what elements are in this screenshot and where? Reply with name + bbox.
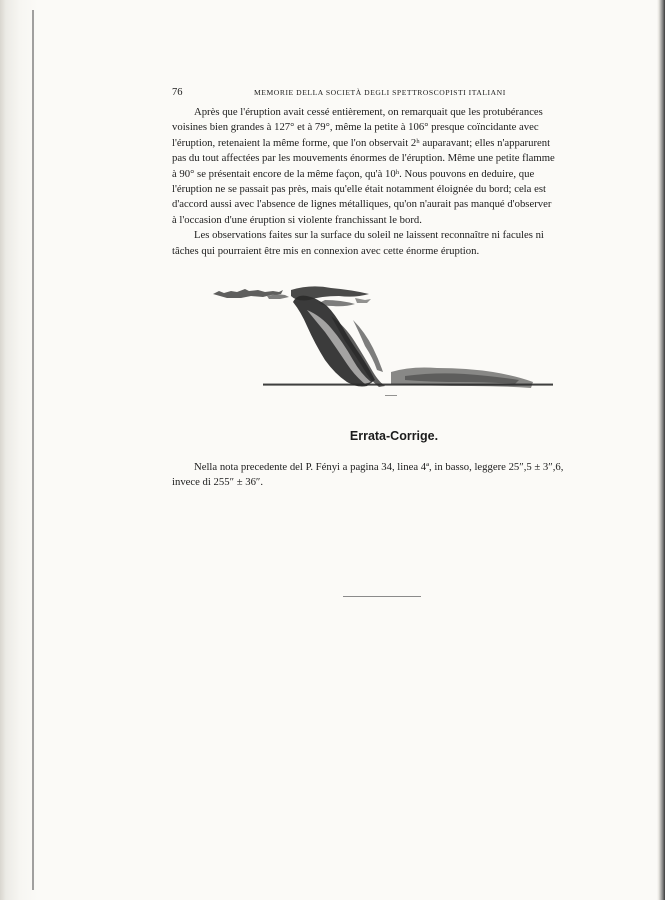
text-line-content: Après que l'éruption avait cessé entièrement, on remarquait que les protubérances (194, 106, 543, 118)
text-line (172, 228, 616, 243)
errata-line-content: invece di 255″ ± 36″. (172, 476, 264, 489)
errata-line (172, 475, 616, 490)
text-line (172, 182, 616, 197)
text-line (172, 197, 616, 212)
eruption-sketch (213, 286, 553, 396)
errata-text (172, 460, 616, 491)
text-line-content: à 90° se présentait encore de la même façon, qu'à 10ʰ. Nous pouvons en deduire, que (172, 167, 535, 180)
page-edge-right (657, 0, 665, 900)
page-number: 76 (172, 87, 183, 98)
errata-line-content: Nella nota precedente del P. Fényi a pagina 34, linea 4ª, in basso, leggere 25″,5 ± 3″,6, (194, 461, 564, 473)
text-line-content: d'accord aussi avec l'absence de lignes métalliques, qu'on n'aurait pas manqué d'observer (172, 198, 552, 211)
text-line (172, 120, 616, 135)
end-rule (343, 596, 421, 597)
errata-line (172, 460, 616, 475)
text-line-content: à l'occasion d'une éruption si violente franchissant le bord. (172, 213, 422, 226)
text-line-content: l'éruption, retenaient la même forme, que l'on observait 2ʰ auparavant; elles n'apparurent (172, 136, 551, 149)
text-line-content: tâches qui pourraient être mis en connexion avec cette énorme éruption. (172, 244, 480, 257)
text-line (172, 105, 616, 120)
text-line-content: pas du tout affectées par les mouvements énormes de l'éruption. Même une petite flamme (172, 152, 555, 165)
body-text (172, 105, 616, 259)
text-line (172, 151, 616, 166)
text-line (172, 244, 616, 259)
text-line-content: Les observations faites sur la surface du soleil ne laissent reconnaître ni facules ni (194, 229, 544, 242)
text-line (172, 136, 616, 151)
page-header (172, 87, 616, 101)
text-line (172, 167, 616, 182)
eruption-drawing (205, 280, 565, 402)
binding-line (32, 10, 34, 890)
text-line-content: l'éruption ne se passait pas près, mais qu'elle était notamment éloignée du bord; cela est (172, 182, 546, 195)
text-line (172, 213, 616, 228)
running-title: MEMORIE DELLA SOCIETÀ DEGLI SPETTROSCOPISTI ITALIANI (254, 88, 506, 97)
text-line-content: voisines bien grandes à 127° et à 79°, même la petite à 106° presque coïncidante avec (172, 121, 539, 134)
errata-heading: Errata-Corrige. (349, 429, 439, 443)
